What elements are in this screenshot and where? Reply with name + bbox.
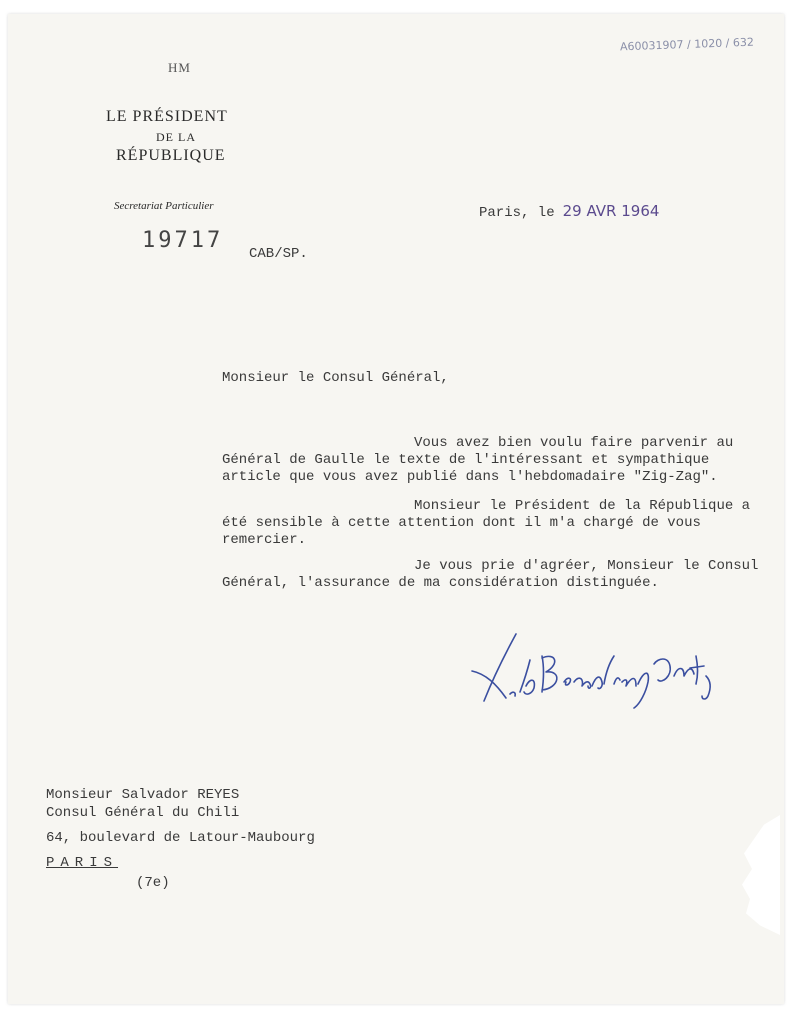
recipient-city: PARIS <box>46 855 119 871</box>
body-paragraph-1: Vous avez bien voulu faire parvenir au Général de Gaulle le texte de l'intéressant et sympathique article que vous avez publié dans l'hebdomadaire "Zig-Zag". <box>222 435 734 485</box>
reference-code: CAB/SP. <box>249 246 308 262</box>
registry-stamp: 19717 <box>142 228 224 253</box>
letterhead-line-2: DE LA <box>156 130 196 144</box>
letterhead-line-3: RÉPUBLIQUE <box>116 147 226 164</box>
letter-page <box>8 14 784 1004</box>
date-stamp: 29 AVR 1964 <box>562 202 660 220</box>
recipient-title: Consul Général du Chili <box>46 805 240 821</box>
place-date-text: Paris, le <box>479 205 555 221</box>
letterhead-initials: HM <box>168 60 191 75</box>
body-paragraph-2: Monsieur le Président de la République a été sensible à cette attention dont il m'a chargé de vous remercier. <box>222 498 751 548</box>
recipient-name: Monsieur Salvador REYES <box>46 787 240 803</box>
letterhead-line-1: LE PRÉSIDENT <box>106 108 228 125</box>
office-name: Secretariat Particulier <box>114 200 214 212</box>
place-date <box>479 202 659 221</box>
salutation: Monsieur le Consul Général, <box>222 370 449 386</box>
archive-reference: A60031907 / 1020 / 632 <box>619 35 755 54</box>
body-paragraph-3: Je vous prie d'agréer, Monsieur le Consul Général, l'assurance de ma considération distinguée. <box>222 558 759 591</box>
recipient-street: 64, boulevard de Latour-Maubourg <box>46 830 315 846</box>
signature <box>464 626 724 716</box>
recipient-district: (7e) <box>136 875 170 891</box>
